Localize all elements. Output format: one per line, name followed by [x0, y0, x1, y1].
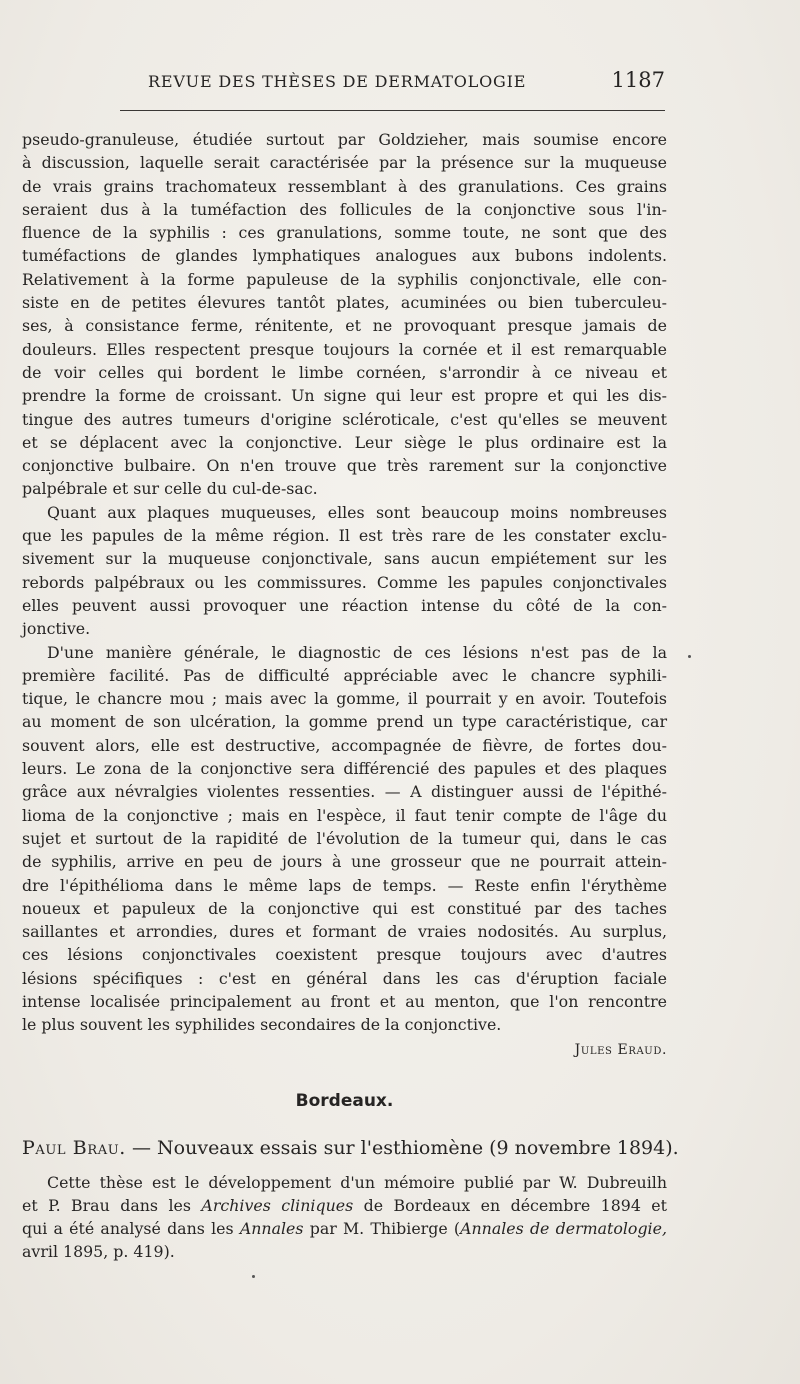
text-run: et P. Brau dans les [22, 1195, 202, 1215]
text-line: avril 1895, p. 419). [22, 1242, 175, 1262]
text-line: seraient dus à la tuméfaction des follicules de la conjonctive sous l'in- [22, 199, 667, 219]
text-line: leurs. Le zona de la conjonctive sera différencié des papules et des plaques [22, 759, 667, 779]
text-line: Relativement à la forme papuleuse de la syphilis conjonctivale, elle con- [22, 269, 667, 289]
text-line: tuméfactions de glandes lymphatiques analogues aux bubons indolents. [22, 246, 667, 266]
text-line: jonctive. [22, 619, 91, 639]
text-line: intense localisée principalement au front et au menton, que l'on rencontre [22, 991, 667, 1011]
text-line: sivement sur la muqueuse conjonctivale, sans aucun empiétement sur les [22, 549, 667, 569]
text-line: siste en de petites élevures tantôt plates, acuminées ou bien tuberculeu- [22, 293, 667, 313]
text-line: D'une manière générale, le diagnostic de ces lésions n'est pas de la [47, 642, 667, 662]
print-speck [252, 1275, 255, 1278]
text-line: noueux et papuleux de la conjonctive qui est constitué par des taches [22, 898, 667, 918]
header-rule [120, 110, 665, 111]
text-line: au moment de son ulcération, la gomme prend un type caractéristique, car [22, 712, 667, 732]
text-line: de vrais grains trachomateux ressemblant à des granulations. Ces grains [22, 176, 667, 196]
text-line: pseudo-granuleuse, étudiée surtout par Goldzieher, mais soumise encore [22, 130, 667, 149]
text-run: qui a été analysé dans les [22, 1219, 240, 1239]
text-line: saillantes et arrondies, dures et formant de vraies nodosités. Au surplus, [22, 922, 667, 942]
text-line: lioma de la conjonctive ; mais en l'espèce, il faut tenir compte de l'âge du [22, 805, 667, 825]
author-signature: Jules Eraud. [574, 1041, 667, 1058]
text-line: Cette thèse est le développement d'un mémoire publié par W. Dubreuilh [47, 1172, 667, 1192]
text-line: que les papules de la même région. Il est très rare de les constater exclu- [22, 526, 667, 546]
text-run: de Bordeaux en décembre 1894 et [353, 1195, 668, 1215]
text-line: ses, à consistance ferme, rénitente, et ne provoquant presque jamais de [22, 316, 667, 336]
text-line: dre l'épithélioma dans le même laps de temps. — Reste enfin l'érythème [22, 875, 667, 895]
running-title: REVUE DES THÈSES DE DERMATOLOGIE [148, 72, 527, 91]
entry-dash: — [131, 1136, 151, 1159]
entry-title-text: Nouveaux essais sur l'esthiomène (9 novembre 1894). [157, 1136, 679, 1159]
text-line [22, 1217, 667, 1240]
text-line: à discussion, laquelle serait caractérisée par la présence sur la muqueuse [22, 153, 667, 173]
text-line: conjonctive bulbaire. On n'en trouve que très rarement sur la conjonctive [22, 456, 667, 476]
text-line: douleurs. Elles respectent presque toujours la cornée et il est remarquable [22, 339, 667, 359]
text-line: souvent alors, elle est destructive, accompagnée de fièvre, de fortes dou- [22, 735, 667, 755]
text-line [22, 1194, 667, 1217]
text-line: lésions spécifiques : c'est en général dans les cas d'éruption faciale [22, 968, 667, 988]
text-line: fluence de la syphilis : ces granulations, somme toute, ne sont que des [22, 223, 667, 243]
print-speck [688, 655, 691, 658]
text-line: de syphilis, arrive en peu de jours à une grosseur que ne pourrait attein- [22, 852, 667, 872]
entry-body [22, 1171, 667, 1264]
text-line: prendre la forme de croissant. Un signe qui leur est propre et qui les dis- [22, 386, 667, 406]
page-number: 1187 [611, 68, 665, 92]
journal-title: Archives cliniques [201, 1195, 354, 1215]
text-line: et se déplacent avec la conjonctive. Leur siège le plus ordinaire est la [22, 432, 667, 452]
journal-title: Annales [239, 1219, 304, 1239]
text-line: palpébrale et sur celle du cul-de-sac. [22, 479, 318, 499]
text-line: sujet et surtout de la rapidité de l'évolution de la tumeur qui, dans le cas [22, 828, 667, 848]
entry-title [22, 1135, 679, 1161]
text-line: Quant aux plaques muqueuses, elles sont beaucoup moins nombreuses [47, 502, 667, 522]
text-line: grâce aux névralgies violentes ressenties. — A distinguer aussi de l'épithé- [22, 782, 667, 802]
text-line: de voir celles qui bordent le limbe cornéen, s'arrondir à ce niveau et [22, 362, 667, 382]
text-run: par M. Thibierge ( [303, 1219, 461, 1239]
text-line: rebords palpébraux ou les commissures. Comme les papules conjonctivales [22, 572, 667, 592]
text-line: tique, le chancre mou ; mais avec la gomme, il pourrait y en avoir. Toutefois [22, 689, 667, 709]
paragraph-2 [22, 501, 667, 641]
text-line: le plus souvent les syphilides secondaires de la conjonctive. [22, 1015, 502, 1035]
running-header [120, 70, 665, 100]
text-line: première facilité. Pas de difficulté appréciable avec le chancre syphili- [22, 665, 667, 685]
text-line: ces lésions conjonctivales coexistent presque toujours avec d'autres [22, 945, 667, 965]
page-body [22, 128, 679, 1264]
section-heading: Bordeaux. [295, 1090, 394, 1111]
paragraph-1 [22, 128, 667, 501]
entry-author: Paul Brau. [22, 1136, 126, 1159]
text-line: tingue des autres tumeurs d'origine scléroticale, c'est qu'elles se meuvent [22, 409, 667, 429]
paragraph-3 [22, 641, 667, 1037]
text-line: elles peuvent aussi provoquer une réaction intense du côté de la con- [22, 595, 667, 615]
journal-title: Annales de dermatologie, [460, 1219, 667, 1239]
